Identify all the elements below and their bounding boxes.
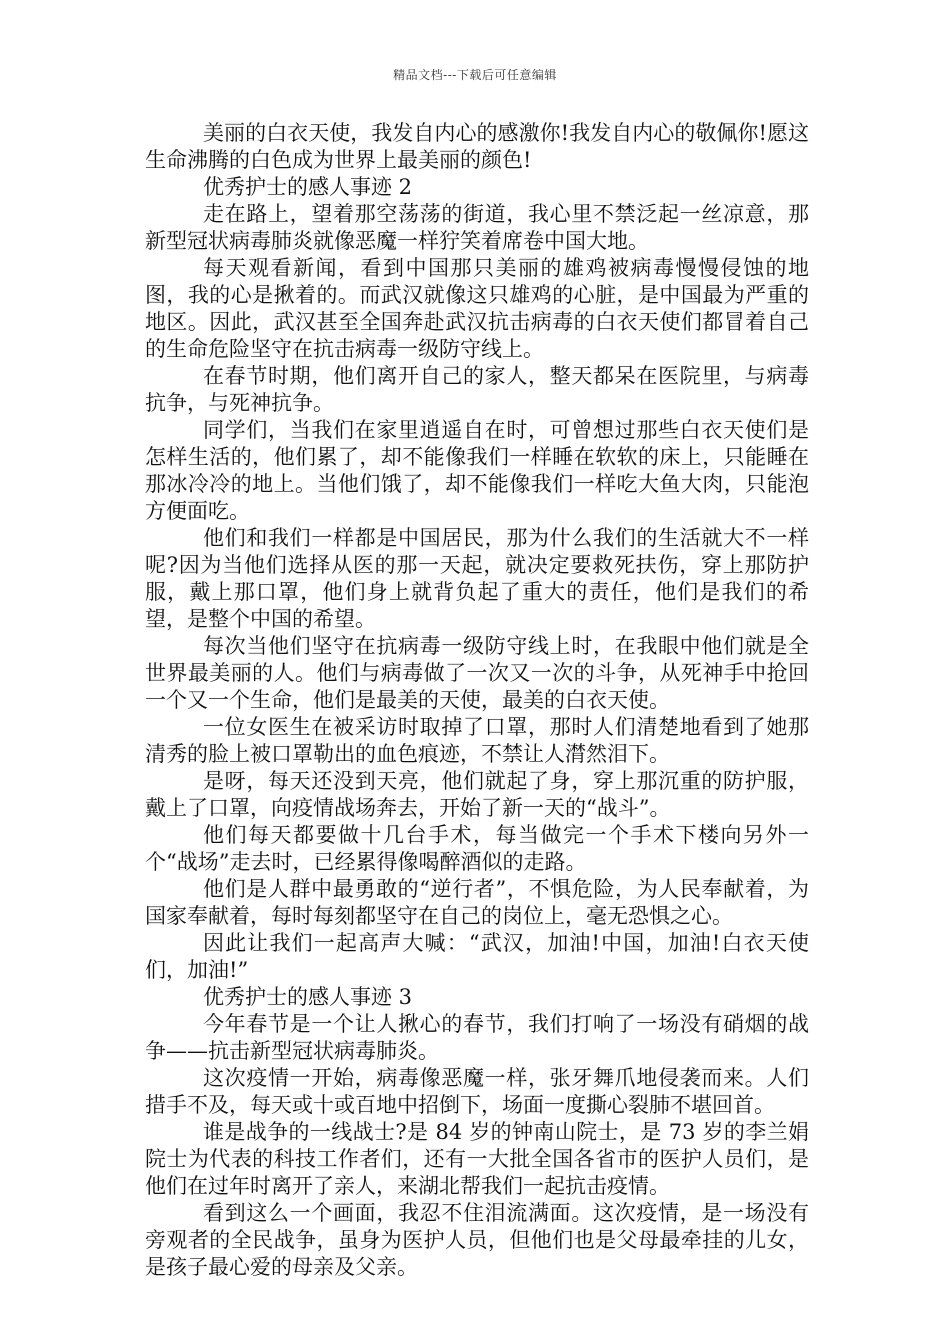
paragraph: 因此让我们一起高声大喊：“武汉，加油!中国，加油!白衣天使们，加油!” bbox=[145, 931, 809, 982]
paragraph: 美丽的白衣天使，我发自内心的感激你!我发自内心的敬佩你!愿这生命沸腾的白色成为世界上最美丽的颜色! bbox=[145, 121, 809, 172]
paragraph: 他们每天都要做十几台手术，每当做完一个手术下楼向另外一个“战场”走去时，已经累得像喝醉酒似的走路。 bbox=[145, 823, 809, 874]
paragraph: 每天观看新闻，看到中国那只美丽的雄鸡被病毒慢慢侵蚀的地图，我的心是揪着的。而武汉就像这只雄鸡的心脏，是中国最为严重的地区。因此，武汉甚至全国奔赴武汉抗击病毒的白衣天使们都冒着自己的生命危险坚守在抗击病毒一级防守线上。 bbox=[145, 256, 809, 361]
document-body bbox=[145, 120, 809, 1281]
paragraph: 每次当他们坚守在抗病毒一级防守线上时，在我眼中他们就是全世界最美丽的人。他们与病毒做了一次又一次的斗争，从死神手中抢回一个又一个生命，他们是最美的天使，最美的白衣天使。 bbox=[145, 634, 809, 712]
section-heading: 优秀护士的感人事迹 3 bbox=[203, 985, 413, 1009]
paragraph: 今年春节是一个让人揪心的春节，我们打响了一场没有硝烟的战争——抗击新型冠状病毒肺炎。 bbox=[145, 1012, 809, 1063]
paragraph: 谁是战争的一线战士?是 84 岁的钟南山院士，是 73 岁的李兰娟院士为代表的科技工作者们，还有一大批全国各省市的医护人员们，是他们在过年时离开了亲人，来湖北帮我们一起抗击疫情。 bbox=[145, 1120, 809, 1198]
paragraph: 看到这么一个画面，我忍不住泪流满面。这次疫情，是一场没有旁观者的全民战争，虽身为医护人员，但他们也是父母最牵挂的儿女，是孩子最心爱的母亲及父亲。 bbox=[145, 1201, 809, 1279]
paragraph: 这次疫情一开始，病毒像恶魔一样，张牙舞爪地侵袭而来。人们措手不及，每天或十或百地中招倒下，场面一度撕心裂肺不堪回首。 bbox=[145, 1066, 809, 1117]
page-header: 精品文档---下载后可任意编辑 bbox=[393, 68, 557, 82]
paragraph: 在春节时期，他们离开自己的家人，整天都呆在医院里，与病毒抗争，与死神抗争。 bbox=[145, 364, 809, 415]
paragraph: 一位女医生在被采访时取掉了口罩，那时人们清楚地看到了她那清秀的脸上被口罩勒出的血色痕迹，不禁让人潸然泪下。 bbox=[145, 715, 809, 766]
paragraph: 走在路上，望着那空荡荡的街道，我心里不禁泛起一丝凉意，那新型冠状病毒肺炎就像恶魔一样狞笑着席卷中国大地。 bbox=[145, 202, 809, 253]
section-heading: 优秀护士的感人事迹 2 bbox=[203, 175, 413, 199]
paragraph: 是呀，每天还没到天亮，他们就起了身，穿上那沉重的防护服，戴上了口罩，向疫情战场奔去，开始了新一天的“战斗”。 bbox=[145, 769, 809, 820]
paragraph: 他们和我们一样都是中国居民，那为什么我们的生活就大不一样呢?因为当他们选择从医的那一天起，就决定要救死扶伤，穿上那防护服，戴上那口罩，他们身上就背负起了重大的责任，他们是我们的希望，是整个中国的希望。 bbox=[145, 526, 809, 631]
paragraph: 他们是人群中最勇敢的“逆行者”，不惧危险，为人民奉献着，为国家奉献着，每时每刻都坚守在自己的岗位上，毫无恐惧之心。 bbox=[145, 877, 809, 928]
paragraph: 同学们，当我们在家里逍遥自在时，可曾想过那些白衣天使们是怎样生活的，他们累了，却不能像我们一样睡在软软的床上，只能睡在那冰冷冷的地上。当他们饿了，却不能像我们一样吃大鱼大肉，只能泡方便面吃。 bbox=[145, 418, 809, 523]
